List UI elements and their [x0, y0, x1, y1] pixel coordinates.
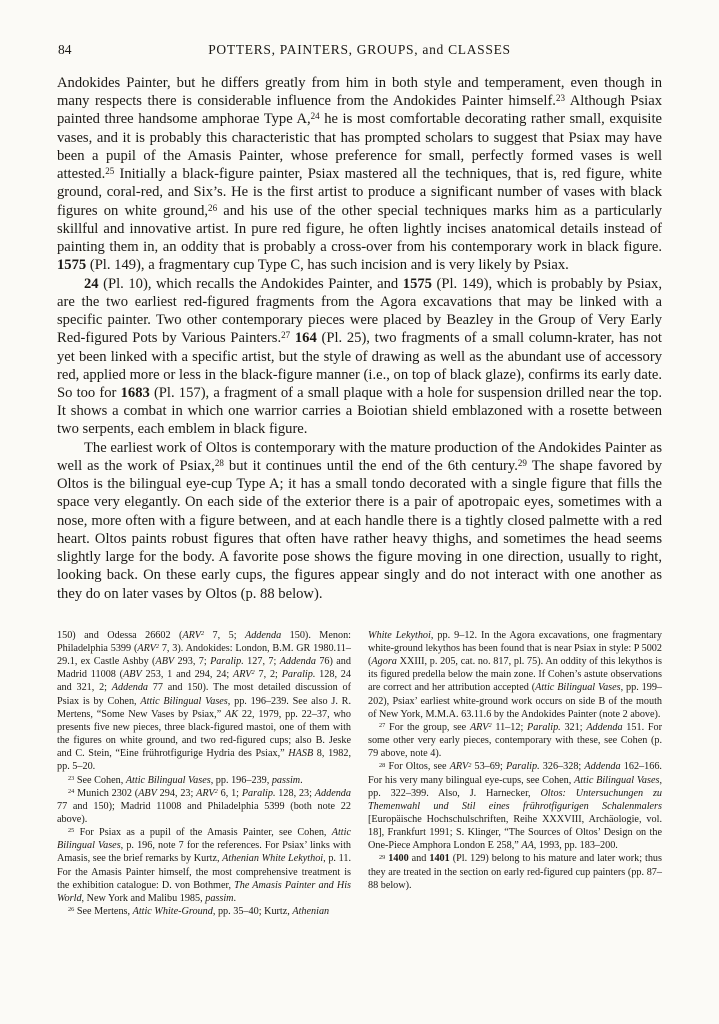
text-run: 11–12;	[491, 721, 528, 733]
footnote-ref: 2	[200, 629, 205, 637]
text-run: Attic Bilingual Vases	[574, 774, 660, 786]
text-run: For Oltos, see	[385, 761, 450, 773]
text-run: 128, 23;	[275, 787, 315, 799]
footnote	[368, 721, 662, 760]
text-run: ABV	[155, 656, 175, 668]
text-run: Attic White-Ground	[132, 906, 213, 918]
text-run: 151. For some other very early pieces, contemporary with these, see Cohen (p. 79 above, note 4).	[368, 721, 663, 760]
text-run: (Pl. 149), a fragmentary cup Type C, has such incision and is very likely by Psiax.	[86, 257, 569, 274]
text-run: For the group, see	[385, 721, 470, 733]
text-run: The earliest work of Oltos is contemporary with the mature production of the Andokides Painter as well as the work of Psiax,	[57, 439, 662, 474]
text-run: Munich 2302 (	[74, 787, 139, 799]
text-run: The Amasis Painter and His World	[57, 879, 351, 904]
text-run: Although Psiax painted three handsome amphorae Type A,	[57, 93, 663, 128]
text-run: The shape favored by Oltos is the bilingual eye-cup Type A; it has a small tondo decorated with a single figure that fills the space very elegantly. On each side of the exterior there is a pair of apotropaic eyes, sometimes with a nose, more often with a figure between, and at each handle there is a tightly closed palmette with a red heart. Oltos paints robust figures that often have rather heavy thighs, and sometimes the head seems slightly large for the body. A favorite pose shows the figure moving in one direction, usually to right, looking back. On these early cups, the figures appear singly and do not interact with one another as they do on later vases by Oltos (p. 88 below).	[57, 457, 662, 602]
text-run: Athenian White Lekythoi	[222, 853, 324, 865]
text-run: Paralip.	[527, 721, 561, 733]
text-run: Oltos: Untersuchungen zu Themenwahl und Stil eines frührotfigurigen Schalenmalers	[368, 787, 663, 812]
text-run: 7, 3). Andokides: London, B.M. GR 1980.11–29.1, ex Castle Ashby (	[57, 642, 351, 668]
text-run: Athenian	[292, 906, 330, 918]
footnote-ref: 2	[251, 669, 255, 677]
text-run: , pp. 196–239. See also J. R. Mertens, “Some New Vases by Psiax,”	[57, 695, 351, 720]
text-run: 253, 1 and 294, 24;	[141, 669, 234, 681]
text-run: but it continues until the end of the 6th century.	[223, 457, 518, 474]
text-run: , pp. 322–399. Also, J. Harnecker,	[368, 774, 662, 799]
text-run: ARV	[233, 669, 252, 681]
text-run: 22, 1979, pp. 22–37, who presents five new pieces, three black-figured mastoi, one of them with the figures on white ground, and two red-figured cups; also B. Jeske and C. Stein, “Eine frührotfigurige Hydria des Psiax,”	[57, 708, 351, 760]
text-run: 150). Menon: Philadelphia 5399 (	[57, 629, 351, 654]
footnote	[57, 826, 351, 905]
text-run: 1400	[388, 853, 409, 865]
footnote	[57, 905, 351, 918]
text-run: 77 and 150). The most detailed discussion of Psiax is by Cohen,	[57, 682, 351, 707]
text-run: ARV	[449, 761, 469, 773]
text-run: .	[233, 892, 237, 904]
footnote-ref: 26	[68, 906, 75, 914]
text-run: AK	[225, 708, 239, 720]
text-run: he is most comfortable decorating rather small, exquisite vases, and it is probably this characteristic that has prompted scholars to suggest that Psiax may have been a pupil of the Amasis Painter, whose preference for small, perfectly formed vases is well attested.	[57, 111, 663, 183]
text-run: passim	[205, 892, 234, 904]
running-title: POTTERS, PAINTERS, GROUPS, and CLASSES	[208, 42, 511, 57]
text-run: , 1993, pp. 183–200.	[533, 840, 618, 852]
footnote	[368, 760, 662, 852]
text-run: ARV	[469, 721, 489, 733]
footnote-ref: 25	[105, 166, 115, 177]
footnote-ref: 24	[310, 111, 320, 122]
text-run: 76) and Madrid 11008 (	[57, 656, 351, 681]
footnote-ref: 27	[379, 722, 386, 730]
text-run: ARV	[196, 787, 215, 799]
text-run: , p. 11. For the Amasis Painter himself, the most comprehensive treatment is the exhibition catalogue: D. von Bothmer,	[57, 853, 351, 891]
footnote-ref: 2	[214, 787, 218, 795]
text-run: ABV	[138, 787, 157, 799]
text-run: 8, 1982, pp. 5–20.	[57, 748, 351, 773]
paragraph	[57, 439, 662, 603]
text-run: HASB	[288, 748, 314, 760]
text-run: , pp. 9–12. In the Agora excavations, one fragmentary white-ground lekythos has been found that is near Psiax in style: P 5002 (	[368, 629, 662, 668]
text-run: AA	[521, 840, 534, 852]
footnote	[368, 852, 662, 891]
text-run: (Pl. 25), two fragments of a small column-krater, has not yet been linked with a specific artist, but the style of drawing as well as the abundant use of accessory red, applied more or less in the black-figure manner (i.e., on top of black glaze), confirms its early date. So too for	[57, 330, 662, 401]
text-run: 1575	[57, 257, 87, 274]
text-run: 6, 1;	[217, 787, 242, 799]
text-run: Addenda	[244, 629, 282, 641]
text-run: For Psiax as a pupil of the Amasis Painter, see Cohen,	[74, 827, 332, 839]
footnotes	[57, 629, 662, 918]
text-run: See Cohen,	[74, 774, 126, 786]
text-run: , New York and Malibu 1985,	[81, 892, 206, 904]
footnotes-col-left	[57, 629, 351, 918]
footnote-ref: 29	[517, 457, 527, 468]
text-run: Addenda	[584, 761, 621, 773]
paragraph	[57, 74, 662, 275]
text-run: Attic Bilingual Vases	[125, 774, 211, 786]
text-run: 77 and 150); Madrid 11008 and Philadelphia 5399 (both note 22 above).	[57, 800, 351, 825]
text-run: 150) and Odessa 26602 (	[57, 629, 183, 641]
footnote-ref: 23	[68, 774, 75, 782]
text-run: 1401	[429, 853, 450, 865]
text-run: , p. 196, note 7 for the references. For Psiax’ links with Amasis, see the brief remarks by Kurtz,	[57, 840, 351, 865]
text-run: 53–69;	[471, 761, 506, 773]
footnote	[57, 629, 351, 774]
footnotes-col-right	[368, 629, 662, 918]
footnote	[368, 629, 662, 721]
text-run: 164	[294, 330, 317, 347]
text-run: (Pl. 157), a fragment of a small plaque with a hole for suspension drilled near the top. It shows a combat in which one warrior carries a Boiotian shield emblazoned with a rosette between two serpents, each emblem in black figure.	[57, 384, 662, 438]
text-run: (Pl. 10), which recalls the Andokides Painter, and	[98, 275, 403, 292]
text-run: 162–166. For his very many bilingual eye-cups, see Cohen,	[368, 761, 662, 786]
text-run: Addenda	[279, 656, 316, 668]
paragraph	[57, 275, 662, 439]
text-run: See Mertens,	[74, 906, 133, 918]
text-run: ARV	[182, 629, 201, 641]
text-run: 7, 5;	[204, 629, 245, 641]
footnote-ref: 27	[281, 330, 291, 341]
page-number: 84	[58, 42, 72, 57]
footnote-ref: 25	[68, 827, 75, 835]
text-run: Paralip.	[505, 761, 540, 773]
footnote-ref: 26	[208, 202, 218, 213]
text-run: (Pl. 129) belong to his mature and later work; thus they are treated in the section on early red-figured cup painters (pp. 87–88 below).	[368, 853, 662, 891]
text-run: Attic Bilingual Vases	[140, 695, 228, 707]
text-run: ARV	[137, 642, 156, 654]
text-run: , pp. 196–239,	[210, 774, 272, 786]
text-run: passim	[271, 774, 301, 786]
text-run: 24	[84, 275, 99, 292]
text-run: , pp. 199–202), Psiax’ earliest white-ground work occurs on side B of the mouth of New York, M.M.A. 63.11.6 by the Andokides Painter (note 2 above).	[368, 682, 663, 720]
text-run: XXIII, p. 205, cat. no. 817, pl. 75). An oddity of this lekythos is its figured predella below the main zone. If Cohen’s astute observations are correct and her attribution accepted (	[368, 656, 662, 694]
footnote-ref: 2	[468, 761, 472, 769]
text-run: and	[408, 853, 430, 865]
footnote-ref: 24	[68, 787, 75, 795]
text-run: 321;	[560, 721, 587, 733]
footnote	[57, 787, 351, 826]
text-run: Initially a black-figure painter, Psiax mastered all the techniques, that is, red figure, white ground, coral-red, and Six’s. He is the first artist to produce a significant number of vases with black figures on white ground,	[57, 166, 662, 219]
footnote-ref: 23	[555, 93, 566, 104]
text-run: Paralip.	[210, 656, 244, 668]
text-run: 1575	[402, 275, 432, 292]
text-run: [Europäische Hochschulschriften, Reihe XXXVIII, Archäologie, vol. 18], Frankfurt 1991; S. Klinger, “The Sources of Oltos’ Design on the One-Piece Amphora London E 258,”	[368, 813, 662, 852]
text-run: Addenda	[111, 682, 149, 694]
text-run: and his use of the other special techniques marks him as a particularly skillful and innovative artist. In pure red figure, he often lightly incises anatomical details instead of painting them in, an oddity that is probably a cross-over from his contemporary work in black figure.	[57, 202, 662, 256]
text-run: Agora	[371, 656, 397, 668]
body-text	[57, 74, 662, 603]
text-run: 1683	[120, 384, 150, 401]
text-run: 7, 2;	[254, 669, 282, 681]
footnote-ref: 2	[488, 722, 492, 730]
text-run: 128, 24 and 321, 2;	[57, 669, 351, 694]
text-run: Andokides Painter, but he differs greatly from him in both style and temperament, even though in many respects there is considerable influence from the Andokides Painter himself.	[57, 75, 662, 110]
text-run: Attic Bilingual Vases	[57, 827, 351, 852]
footnote-ref: 28	[214, 457, 224, 468]
text-run: 294, 23;	[156, 787, 197, 799]
text-run: Paralip.	[281, 669, 316, 681]
text-run: Attic Bilingual Vases	[535, 682, 621, 694]
footnote	[57, 774, 351, 787]
text-run: White Lekythoi	[368, 629, 431, 641]
text-run: Addenda	[586, 721, 623, 733]
footnote-ref: 2	[155, 643, 159, 651]
text-run: 293, 7;	[174, 656, 211, 668]
text-run: ABV	[123, 669, 142, 681]
text-run: 326–328;	[539, 761, 585, 773]
footnote-ref: 29	[379, 853, 386, 861]
text-run: , pp. 35–40; Kurtz,	[212, 906, 293, 918]
text-run: Addenda	[314, 787, 351, 799]
footnote-ref: 28	[379, 761, 386, 769]
text-run: 127, 7;	[243, 656, 280, 668]
text-run: .	[300, 774, 303, 786]
text-run: (Pl. 149), which is probably by Psiax, are the two earliest red-figured fragments from the Agora excavations that may be linked with a specific painter. Two other contemporary pieces were placed by Beazley in the Group of Very Early Red-figured Pots by Various Painters.	[57, 275, 662, 347]
page-header	[57, 42, 662, 60]
text-run: Paralip.	[241, 787, 276, 799]
